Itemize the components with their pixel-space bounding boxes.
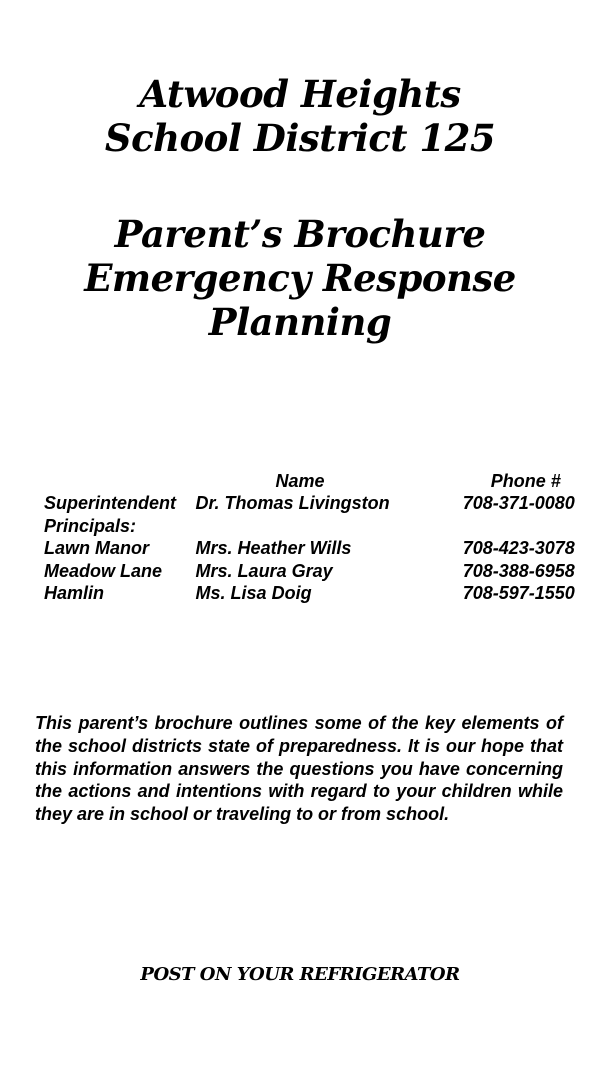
table-row [40,493,600,516]
contact-name: Mrs. Heather Wills [195,538,352,559]
contact-role: Meadow Lane [44,560,163,581]
contact-phone: 708-388-6958 [462,560,575,581]
brochure-title-line-3: Planning [208,300,392,344]
contact-name: Ms. Lisa Doig [195,583,312,604]
contact-phone: 708-423-3078 [462,538,575,559]
contact-role: Hamlin [44,583,105,604]
contact-name: Dr. Thomas Livingston [195,493,390,514]
contact-phone: 708-371-0080 [462,493,575,514]
contact-phone: 708-597-1550 [462,583,575,604]
contact-role: Superintendent [44,493,177,514]
name-column-header: Name [275,470,325,491]
contact-role: Lawn Manor [44,538,150,559]
table-row [40,515,600,538]
table-row [40,538,600,561]
contact-role: Principals: [44,515,137,536]
refrigerator-note: POST ON YOUR REFRIGERATOR [140,964,460,985]
brochure-title-line-1: Parent’s Brochure [114,212,486,256]
contact-name: Mrs. Laura Gray [195,560,333,581]
brochure-title [0,212,600,344]
phone-column-header: Phone # [490,470,561,491]
contact-phone [463,515,600,538]
district-title-line-2: School District 125 [104,116,496,160]
contacts-table [40,470,600,605]
role-column-header [40,470,196,493]
brochure-title-line-2: Emergency Response [84,256,516,300]
contact-name [196,515,463,538]
district-title [0,72,600,160]
table-row [40,583,600,606]
table-row [40,560,600,583]
district-title-line-1: Atwood Heights [139,72,461,116]
contacts-header-row [40,470,600,493]
intro-paragraph: This parent’s brochure outlines some of the key elements of the school districts state of preparedness. It is our hope that this information answers the questions you have concerning the actions and intentions with regard to your children while they are in school or traveling to or from school. [35,713,563,825]
